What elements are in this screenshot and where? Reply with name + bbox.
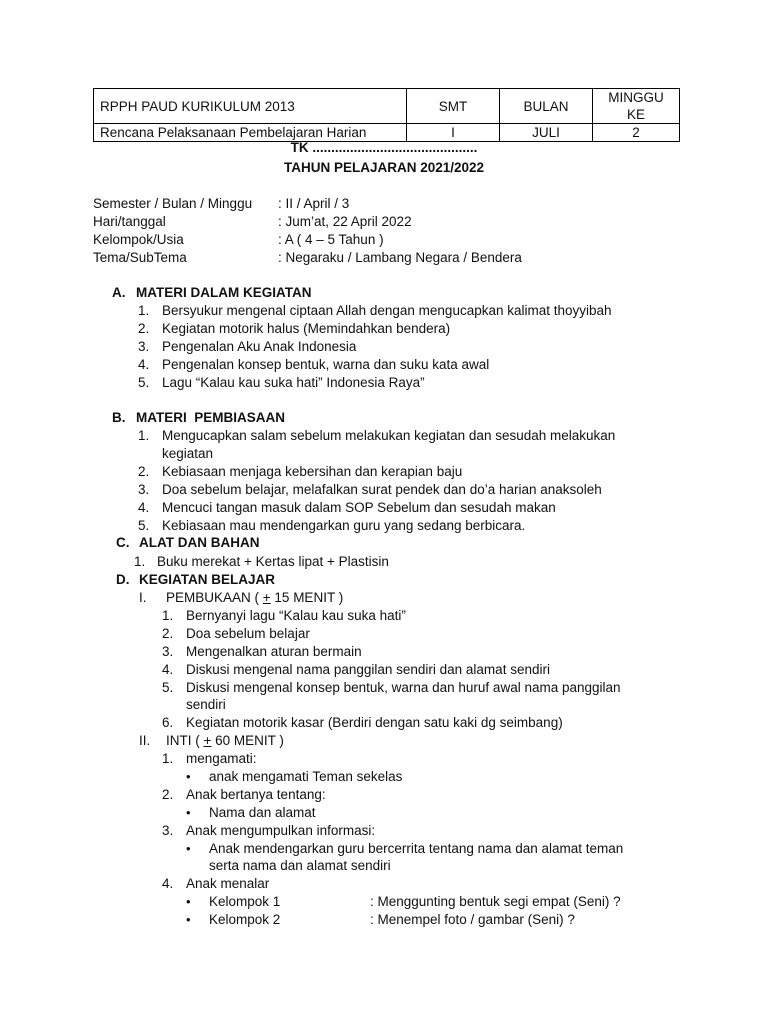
section-d-title: KEGIATAN BELAJAR (139, 572, 276, 587)
list-number: 1. (134, 554, 146, 569)
group-name: Kelompok 1 (209, 894, 281, 909)
plus-minus-sign: + (262, 590, 271, 605)
list-number: 3. (138, 482, 150, 497)
bullet-icon: • (186, 769, 191, 784)
list-number: 1. (138, 303, 150, 318)
part-2-marker: II. (139, 733, 151, 748)
list-item-continuation: kegiatan (162, 446, 214, 461)
list-item: Kebiasaan menjaga kebersihan dan kerapian baju (162, 464, 463, 479)
list-number: 3. (162, 644, 174, 659)
bullet-icon: • (186, 894, 191, 909)
info-label: Hari/tanggal (93, 214, 166, 229)
sub-list-item-continuation: serta nama dan alamat sendiri (209, 858, 391, 873)
part-2-title-post: 60 MENIT ) (211, 733, 284, 748)
list-number: 2. (162, 626, 174, 641)
list-number: 3. (162, 823, 174, 838)
list-item: Kebiasaan mau mendengarkan guru yang sedang berbicara. (162, 518, 526, 533)
sub-list-item: anak mengamati Teman sekelas (209, 769, 403, 784)
info-value: : Negaraku / Lambang Negara / Bendera (278, 250, 522, 265)
list-item: Pengenalan konsep bentuk, warna dan suku kata awal (162, 357, 490, 372)
list-number: 4. (162, 662, 174, 677)
part-2-title-pre: INTI ( (166, 733, 204, 748)
info-value: : II / April / 3 (278, 196, 350, 211)
group-task: : Menggunting bentuk segi empat (Seni) ? (370, 894, 621, 909)
list-item: Kegiatan motorik kasar (Berdiri dengan satu kaki dg seimbang) (186, 715, 563, 730)
academic-year: TAHUN PELAJARAN 2021/2022 (283, 160, 485, 175)
group-name: Kelompok 2 (209, 912, 281, 927)
list-number: 2. (138, 321, 150, 336)
section-b-title: MATERI PEMBIASAAN (136, 410, 286, 425)
school-line: TK ............................................ (290, 140, 478, 155)
bullet-icon: • (186, 841, 191, 856)
part-1-title-post: 15 MENIT ) (270, 590, 344, 605)
list-item: Diskusi mengenal nama panggilan sendiri dan alamat sendiri (186, 662, 550, 677)
list-number: 6. (162, 715, 174, 730)
bullet-icon: • (186, 805, 191, 820)
list-item: Doa sebelum belajar, melafalkan surat pendek dan do’a harian anaksoleh (162, 482, 602, 497)
list-item-continuation: sendiri (186, 697, 226, 712)
header-cell: BULAN (500, 89, 593, 124)
part-2-title (166, 732, 284, 750)
list-item: Bernyanyi lagu “Kalau kau suka hati” (186, 608, 406, 623)
part-1-title (166, 589, 343, 607)
list-number: 5. (162, 680, 174, 695)
part-1-title-pre: PEMBUKAAN ( (166, 590, 263, 605)
list-item: Mengucapkan salam sebelum melakukan kegiatan dan sesudah melakukan (162, 428, 616, 443)
header-cell: I (407, 124, 500, 142)
list-item: Mengenalkan aturan bermain (186, 644, 362, 659)
list-item: Kegiatan motorik halus (Memindahkan bendera) (162, 321, 451, 336)
plus-minus-sign: + (203, 733, 212, 748)
header-cell: 2 (593, 124, 680, 142)
list-number: 4. (138, 357, 150, 372)
list-item: Anak bertanya tentang: (186, 787, 326, 802)
list-item: Bersyukur mengenal ciptaan Allah dengan mengucapkan kalimat thoyyibah (162, 303, 612, 318)
list-item: Buku merekat + Kertas lipat + Plastisin (157, 554, 389, 569)
list-number: 2. (138, 464, 150, 479)
info-label: Semester / Bulan / Minggu (93, 196, 253, 211)
header-cell: Rencana Pelaksanaan Pembelajaran Harian (94, 124, 407, 142)
info-label: Kelompok/Usia (93, 232, 184, 247)
list-item: Diskusi mengenal konsep bentuk, warna dan huruf awal nama panggilan (186, 680, 621, 695)
header-row-1 (94, 89, 680, 124)
header-cell: RPPH PAUD KURIKULUM 2013 (94, 89, 407, 124)
header-row-2 (94, 124, 680, 142)
section-a-marker: A. (112, 285, 126, 300)
list-number: 1. (138, 428, 150, 443)
list-number: 5. (138, 518, 150, 533)
list-number: 3. (138, 339, 150, 354)
header-cell: SMT (407, 89, 500, 124)
list-item: Lagu “Kalau kau suka hati” Indonesia Raya” (162, 375, 425, 390)
section-b-marker: B. (112, 410, 126, 425)
list-item: mengamati: (186, 751, 257, 766)
part-1-marker: I. (139, 590, 147, 605)
group-task: : Menempel foto / gambar (Seni) ? (370, 912, 575, 927)
info-value: : Jum’at, 22 April 2022 (278, 214, 412, 229)
section-d-marker: D. (116, 572, 130, 587)
list-item: Anak menalar (186, 876, 270, 891)
sub-list-item: Anak mendengarkan guru bercerrita tentang nama dan alamat teman (209, 841, 624, 856)
list-item: Mencuci tangan masuk dalam SOP Sebelum dan sesudah makan (162, 500, 556, 515)
header-cell: MINGGU KE (593, 89, 680, 124)
list-number: 5. (138, 375, 150, 390)
section-c-title: ALAT DAN BAHAN (139, 535, 260, 550)
bullet-icon: • (186, 912, 191, 927)
list-number: 1. (162, 608, 174, 623)
info-value: : A ( 4 – 5 Tahun ) (278, 232, 384, 247)
list-item: Pengenalan Aku Anak Indonesia (162, 339, 357, 354)
list-number: 4. (162, 876, 174, 891)
info-label: Tema/SubTema (93, 250, 187, 265)
list-item: Doa sebelum belajar (186, 626, 310, 641)
section-a-title: MATERI DALAM KEGIATAN (136, 285, 312, 300)
list-number: 1. (162, 751, 174, 766)
section-c-marker: C. (116, 535, 130, 550)
list-number: 2. (162, 787, 174, 802)
list-number: 4. (138, 500, 150, 515)
header-table (93, 88, 680, 142)
list-item: Anak mengumpulkan informasi: (186, 823, 376, 838)
sub-list-item: Nama dan alamat (209, 805, 316, 820)
header-cell: JULI (500, 124, 593, 142)
